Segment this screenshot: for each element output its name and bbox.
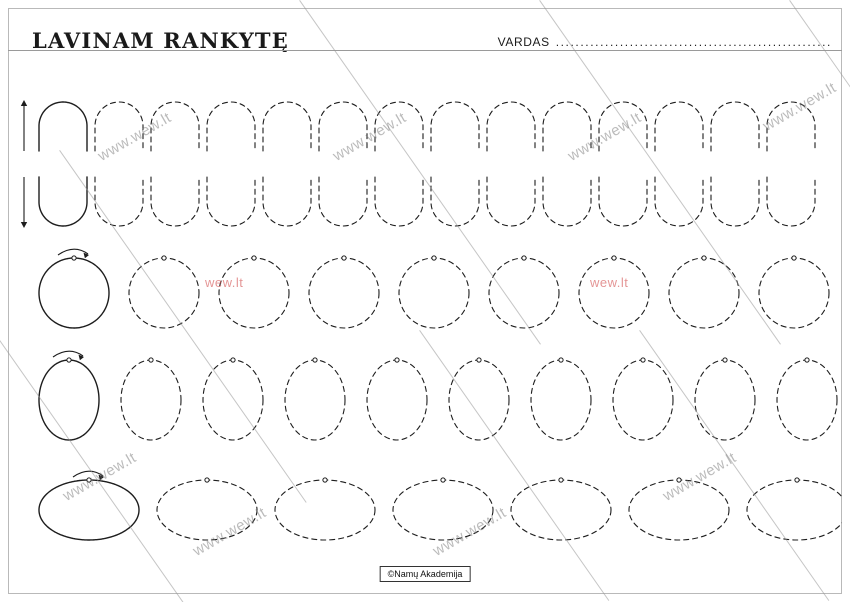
tracing-shape: [511, 478, 611, 540]
name-field-label: VARDAS: [497, 34, 550, 49]
tracing-shape: [711, 177, 759, 226]
row-arches-down: [8, 168, 842, 238]
tracing-shape: [263, 177, 311, 226]
row-ovals-horizontal: [8, 465, 842, 555]
row-ovals-vertical: [8, 350, 842, 450]
watermark-text: www.wew.lt: [565, 109, 645, 165]
tracing-shape: [129, 256, 199, 328]
watermark-text: www.wew.lt: [95, 109, 175, 165]
tracing-shape: [599, 177, 647, 226]
tracing-shape: [263, 102, 311, 151]
tracing-guide-shape: [39, 471, 139, 540]
tracing-guide-shape: [21, 100, 87, 151]
watermark-text: wew.lt: [205, 275, 244, 290]
watermark-text: www.wew.lt: [60, 449, 140, 505]
tracing-shape: [767, 102, 815, 151]
tracing-shape: [319, 177, 367, 226]
tracing-shape: [711, 102, 759, 151]
tracing-shape: [543, 102, 591, 151]
tracing-shape: [767, 177, 815, 226]
tracing-shape: [399, 256, 469, 328]
tracing-shape: [759, 256, 829, 328]
tracing-shape: [613, 358, 673, 440]
tracing-shape: [431, 177, 479, 226]
tracing-shape: [599, 102, 647, 151]
tracing-shape: [319, 102, 367, 151]
watermark-text: www.wew.lt: [330, 109, 410, 165]
tracing-shape: [777, 358, 837, 440]
tracing-shape: [669, 256, 739, 328]
tracing-shape: [449, 358, 509, 440]
tracing-shape: [695, 358, 755, 440]
watermark-text: www.wew.lt: [190, 504, 270, 560]
tracing-shape: [219, 256, 289, 328]
tracing-shape: [531, 358, 591, 440]
footer-credit: ©Namų Akademija: [380, 566, 471, 582]
row-circles: [8, 248, 842, 338]
tracing-shape: [151, 102, 199, 151]
tracing-guide-shape: [39, 249, 109, 328]
tracing-shape: [203, 358, 263, 440]
tracing-rows-container: [8, 50, 842, 594]
watermark-text: www.wew.lt: [760, 79, 840, 135]
tracing-shape: [375, 102, 423, 151]
tracing-shape: [151, 177, 199, 226]
watermark-text: www.wew.lt: [430, 504, 510, 560]
tracing-shape: [367, 358, 427, 440]
page-title: LAVINAM RANKYTĘ: [32, 28, 289, 53]
tracing-shape: [579, 256, 649, 328]
watermark-text: wew.lt: [590, 275, 629, 290]
tracing-shape: [487, 102, 535, 151]
tracing-shape: [655, 177, 703, 226]
tracing-shape: [157, 478, 257, 540]
tracing-shape: [543, 177, 591, 226]
tracing-shape: [489, 256, 559, 328]
tracing-shape: [207, 102, 255, 151]
row-arches-up: [8, 90, 842, 160]
tracing-shape: [309, 256, 379, 328]
tracing-guide-shape: [21, 177, 87, 228]
tracing-shape: [275, 478, 375, 540]
tracing-shape: [431, 102, 479, 151]
tracing-shape: [285, 358, 345, 440]
tracing-shape: [747, 478, 842, 540]
name-field: [498, 34, 832, 49]
name-field-line: ........................................................: [555, 34, 832, 49]
tracing-shape: [375, 177, 423, 226]
tracing-shape: [393, 478, 493, 540]
tracing-shape: [655, 102, 703, 151]
tracing-guide-shape: [39, 351, 99, 440]
watermark-text: www.wew.lt: [660, 449, 740, 505]
tracing-shape: [487, 177, 535, 226]
tracing-shape: [629, 478, 729, 540]
tracing-shape: [95, 102, 143, 151]
page-header: [8, 8, 842, 53]
tracing-shape: [121, 358, 181, 440]
tracing-shape: [207, 177, 255, 226]
tracing-shape: [95, 177, 143, 226]
